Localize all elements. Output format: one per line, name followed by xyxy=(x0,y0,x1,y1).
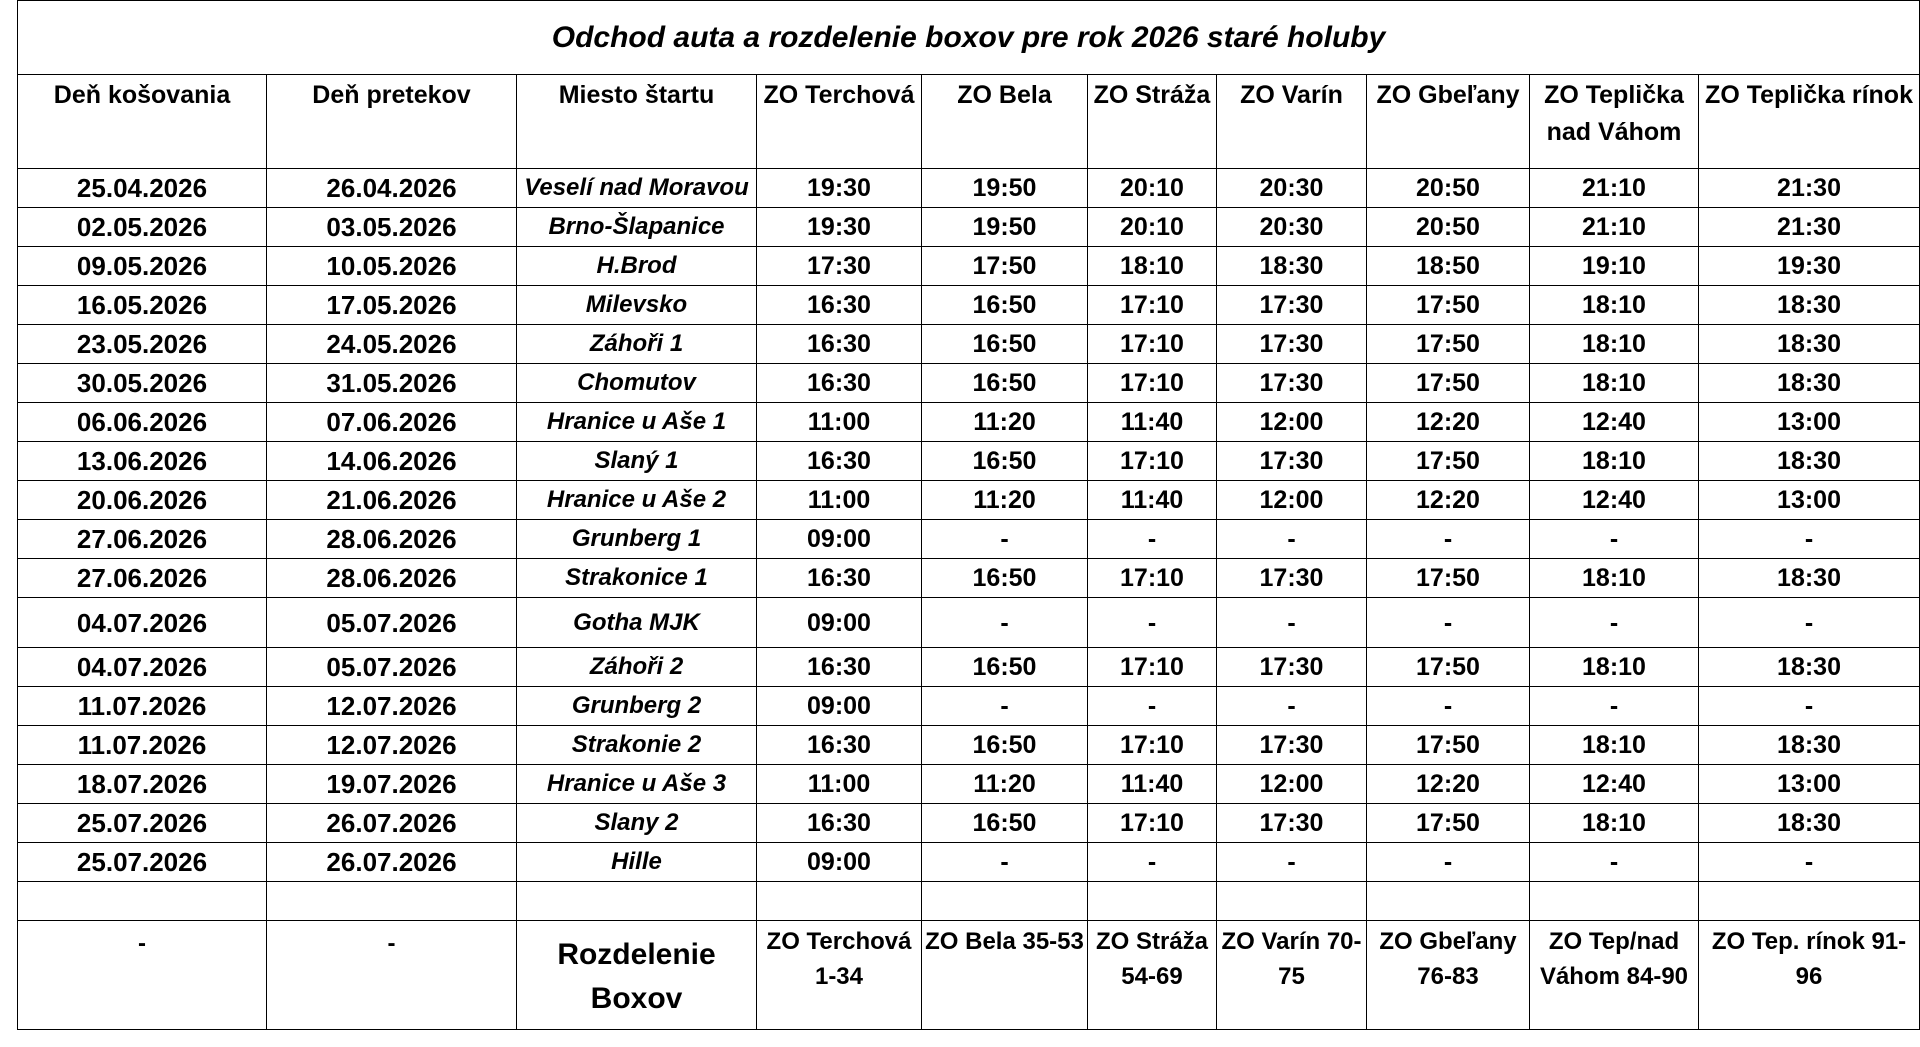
race-date-cell: 31.05.2026 xyxy=(267,364,517,403)
departure-time-cell: 17:30 xyxy=(1217,726,1367,765)
table-row xyxy=(18,286,1920,325)
departure-time-cell: 11:20 xyxy=(922,403,1088,442)
departure-time-cell: 17:50 xyxy=(922,247,1088,286)
table-row xyxy=(18,559,1920,598)
race-date-cell: 17.05.2026 xyxy=(267,286,517,325)
departure-time-cell: 18:10 xyxy=(1530,648,1699,687)
table-row xyxy=(18,247,1920,286)
departure-time-cell: 17:30 xyxy=(1217,364,1367,403)
departure-time-cell: 17:50 xyxy=(1367,286,1530,325)
race-date-cell: 28.06.2026 xyxy=(267,559,517,598)
start-place-cell: Záhoři 2 xyxy=(517,648,757,687)
empty-cell xyxy=(922,882,1088,921)
departure-time-cell: 20:50 xyxy=(1367,169,1530,208)
departure-time-cell: 13:00 xyxy=(1699,765,1920,804)
departure-time-cell: 17:30 xyxy=(757,247,922,286)
header-cell: Miesto štartu xyxy=(517,75,757,169)
start-place-cell: Brno-Šlapanice xyxy=(517,208,757,247)
departure-time-cell: 18:10 xyxy=(1530,286,1699,325)
header-cell: Deň pretekov xyxy=(267,75,517,169)
basketing-date-cell: 27.06.2026 xyxy=(18,520,267,559)
departure-time-cell: 11:40 xyxy=(1088,765,1217,804)
race-date-cell: 07.06.2026 xyxy=(267,403,517,442)
departure-time-cell: 16:30 xyxy=(757,442,922,481)
departure-time-cell: 17:30 xyxy=(1217,325,1367,364)
departure-time-cell: 19:30 xyxy=(1699,247,1920,286)
start-place-cell: Slany 2 xyxy=(517,804,757,843)
departure-time-cell: - xyxy=(922,520,1088,559)
departure-time-cell: 18:30 xyxy=(1699,286,1920,325)
departure-time-cell: 17:50 xyxy=(1367,559,1530,598)
departure-time-cell: 09:00 xyxy=(757,520,922,559)
departure-time-cell: - xyxy=(1088,520,1217,559)
departure-time-cell: 21:10 xyxy=(1530,208,1699,247)
departure-time-cell: 12:20 xyxy=(1367,403,1530,442)
departure-time-cell: 19:30 xyxy=(757,208,922,247)
departure-time-cell: 16:30 xyxy=(757,648,922,687)
start-place-cell: Hranice u Aše 1 xyxy=(517,403,757,442)
departure-time-cell: 20:30 xyxy=(1217,208,1367,247)
basketing-date-cell: 11.07.2026 xyxy=(18,687,267,726)
departure-time-cell: 20:30 xyxy=(1217,169,1367,208)
basketing-date-cell: 11.07.2026 xyxy=(18,726,267,765)
departure-time-cell: 16:30 xyxy=(757,804,922,843)
race-date-cell: 03.05.2026 xyxy=(267,208,517,247)
box-range-cell: ZO Tep. rínok 91-96 xyxy=(1699,921,1920,1030)
departure-time-cell: - xyxy=(1530,687,1699,726)
departure-time-cell: 20:50 xyxy=(1367,208,1530,247)
start-place-cell: H.Brod xyxy=(517,247,757,286)
header-row xyxy=(18,75,1920,169)
basketing-date-cell: 09.05.2026 xyxy=(18,247,267,286)
start-place-cell: Grunberg 2 xyxy=(517,687,757,726)
header-cell: ZO Stráža xyxy=(1088,75,1217,169)
departure-time-cell: 11:00 xyxy=(757,481,922,520)
departure-time-cell: - xyxy=(1699,843,1920,882)
departure-time-cell: 12:00 xyxy=(1217,765,1367,804)
table-row xyxy=(18,364,1920,403)
table-row xyxy=(18,481,1920,520)
header-cell: ZO Varín xyxy=(1217,75,1367,169)
race-date-cell: 12.07.2026 xyxy=(267,726,517,765)
basketing-date-cell: 30.05.2026 xyxy=(18,364,267,403)
basketing-date-cell: 04.07.2026 xyxy=(18,648,267,687)
race-date-cell: 28.06.2026 xyxy=(267,520,517,559)
departure-time-cell: 12:40 xyxy=(1530,403,1699,442)
departure-time-cell: - xyxy=(922,843,1088,882)
basketing-date-cell: 23.05.2026 xyxy=(18,325,267,364)
header-cell: ZO Terchová xyxy=(757,75,922,169)
departure-time-cell: 16:30 xyxy=(757,559,922,598)
race-date-cell: 05.07.2026 xyxy=(267,648,517,687)
departure-time-cell: - xyxy=(1367,687,1530,726)
departure-time-cell: 21:10 xyxy=(1530,169,1699,208)
basketing-date-cell: 06.06.2026 xyxy=(18,403,267,442)
race-date-cell: 26.07.2026 xyxy=(267,804,517,843)
departure-time-cell: 19:50 xyxy=(922,169,1088,208)
empty-cell xyxy=(1530,882,1699,921)
departure-time-cell: 17:30 xyxy=(1217,559,1367,598)
departure-time-cell: 09:00 xyxy=(757,687,922,726)
box-distribution-label: Rozdelenie Boxov xyxy=(517,921,757,1030)
box-range-cell: ZO Varín 70-75 xyxy=(1217,921,1367,1030)
table-row xyxy=(18,169,1920,208)
departure-time-cell: - xyxy=(1217,520,1367,559)
table-row xyxy=(18,403,1920,442)
departure-time-cell: 11:40 xyxy=(1088,403,1217,442)
basketing-date-cell: 25.07.2026 xyxy=(18,804,267,843)
departure-time-cell: 17:10 xyxy=(1088,804,1217,843)
departure-time-cell: 16:30 xyxy=(757,726,922,765)
table-row xyxy=(18,804,1920,843)
start-place-cell: Milevsko xyxy=(517,286,757,325)
departure-time-cell: - xyxy=(1530,843,1699,882)
departure-time-cell: 18:10 xyxy=(1530,804,1699,843)
departure-time-cell: 13:00 xyxy=(1699,481,1920,520)
departure-time-cell: 17:10 xyxy=(1088,325,1217,364)
departure-time-cell: 20:10 xyxy=(1088,169,1217,208)
race-date-cell: 14.06.2026 xyxy=(267,442,517,481)
race-date-cell: 24.05.2026 xyxy=(267,325,517,364)
departure-time-cell: 11:00 xyxy=(757,765,922,804)
departure-time-cell: 17:50 xyxy=(1367,726,1530,765)
basketing-date-cell: 25.07.2026 xyxy=(18,843,267,882)
race-date-cell: 12.07.2026 xyxy=(267,687,517,726)
box-range-cell: ZO Stráža 54-69 xyxy=(1088,921,1217,1030)
departure-time-cell: 18:30 xyxy=(1699,726,1920,765)
departure-time-cell: 12:20 xyxy=(1367,765,1530,804)
header-cell: ZO Teplička rínok xyxy=(1699,75,1920,169)
departure-time-cell: 16:50 xyxy=(922,442,1088,481)
basketing-date-cell: 04.07.2026 xyxy=(18,598,267,648)
departure-time-cell: 18:30 xyxy=(1699,804,1920,843)
departure-time-cell: 16:50 xyxy=(922,804,1088,843)
departure-time-cell: - xyxy=(1530,598,1699,648)
box-range-cell: ZO Bela 35-53 xyxy=(922,921,1088,1030)
table-row xyxy=(18,520,1920,559)
start-place-cell: Hranice u Aše 3 xyxy=(517,765,757,804)
departure-time-cell: 11:20 xyxy=(922,481,1088,520)
table-row xyxy=(18,726,1920,765)
departure-time-cell: 16:50 xyxy=(922,648,1088,687)
box-range-cell: ZO Gbeľany 76-83 xyxy=(1367,921,1530,1030)
header-cell: ZO Bela xyxy=(922,75,1088,169)
departure-time-cell: 17:30 xyxy=(1217,286,1367,325)
departure-time-cell: 17:30 xyxy=(1217,648,1367,687)
departure-time-cell: 16:50 xyxy=(922,325,1088,364)
departure-time-cell: 18:10 xyxy=(1530,726,1699,765)
departure-time-cell: 13:00 xyxy=(1699,403,1920,442)
departure-time-cell: 18:30 xyxy=(1217,247,1367,286)
departure-time-cell: 17:30 xyxy=(1217,442,1367,481)
departure-time-cell: 17:30 xyxy=(1217,804,1367,843)
departure-time-cell: - xyxy=(1217,598,1367,648)
title-row xyxy=(18,1,1920,75)
departure-time-cell: 17:10 xyxy=(1088,364,1217,403)
departure-time-cell: 17:50 xyxy=(1367,442,1530,481)
departure-time-cell: 17:10 xyxy=(1088,559,1217,598)
departure-time-cell: - xyxy=(1217,843,1367,882)
departure-time-cell: - xyxy=(1699,598,1920,648)
basketing-date-cell: 27.06.2026 xyxy=(18,559,267,598)
departure-time-cell: 18:30 xyxy=(1699,364,1920,403)
departure-time-cell: 12:40 xyxy=(1530,481,1699,520)
departure-time-cell: 19:50 xyxy=(922,208,1088,247)
basketing-date-cell: 25.04.2026 xyxy=(18,169,267,208)
basketing-date-cell: 18.07.2026 xyxy=(18,765,267,804)
departure-time-cell: 11:00 xyxy=(757,403,922,442)
departure-time-cell: 12:00 xyxy=(1217,481,1367,520)
race-date-cell: 10.05.2026 xyxy=(267,247,517,286)
empty-cell xyxy=(1088,882,1217,921)
departure-time-cell: 11:40 xyxy=(1088,481,1217,520)
departure-time-cell: - xyxy=(1367,843,1530,882)
departure-time-cell: 09:00 xyxy=(757,843,922,882)
race-date-cell: 05.07.2026 xyxy=(267,598,517,648)
box-distribution-row xyxy=(18,921,1920,1030)
departure-time-cell: 11:20 xyxy=(922,765,1088,804)
departure-time-cell: 18:10 xyxy=(1530,364,1699,403)
race-date-cell: 21.06.2026 xyxy=(267,481,517,520)
departure-time-cell: 12:40 xyxy=(1530,765,1699,804)
departure-time-cell: 20:10 xyxy=(1088,208,1217,247)
race-date-cell: 26.04.2026 xyxy=(267,169,517,208)
race-date-cell: 19.07.2026 xyxy=(267,765,517,804)
start-place-cell: Hranice u Aše 2 xyxy=(517,481,757,520)
departure-time-cell: 16:50 xyxy=(922,364,1088,403)
departure-time-cell: 09:00 xyxy=(757,598,922,648)
departure-time-cell: 18:10 xyxy=(1530,559,1699,598)
basketing-date-cell: 20.06.2026 xyxy=(18,481,267,520)
departure-time-cell: 17:50 xyxy=(1367,364,1530,403)
start-place-cell: Veselí nad Moravou xyxy=(517,169,757,208)
departure-time-cell: 17:50 xyxy=(1367,804,1530,843)
table-row xyxy=(18,598,1920,648)
departure-time-cell: - xyxy=(1367,598,1530,648)
departure-time-cell: 18:50 xyxy=(1367,247,1530,286)
header-cell: ZO Gbeľany xyxy=(1367,75,1530,169)
empty-row xyxy=(18,882,1920,921)
departure-time-cell: - xyxy=(1530,520,1699,559)
departure-time-cell: 18:10 xyxy=(1530,442,1699,481)
box-range-cell: ZO Tep/nad Váhom 84-90 xyxy=(1530,921,1699,1030)
header-cell: ZO Teplička nad Váhom xyxy=(1530,75,1699,169)
departure-time-cell: 17:50 xyxy=(1367,648,1530,687)
departure-time-cell: 18:30 xyxy=(1699,325,1920,364)
empty-cell xyxy=(1217,882,1367,921)
empty-cell xyxy=(757,882,922,921)
start-place-cell: Záhoři 1 xyxy=(517,325,757,364)
table-row xyxy=(18,765,1920,804)
header-cell: Deň košovania xyxy=(18,75,267,169)
departure-time-cell: - xyxy=(1699,687,1920,726)
box-range-cell: ZO Terchová 1-34 xyxy=(757,921,922,1030)
departure-time-cell: 12:20 xyxy=(1367,481,1530,520)
departure-time-cell: 18:10 xyxy=(1088,247,1217,286)
empty-cell xyxy=(517,882,757,921)
dash-cell: - xyxy=(267,921,517,1030)
dash-cell: - xyxy=(18,921,267,1030)
departure-time-cell: 18:30 xyxy=(1699,648,1920,687)
departure-time-cell: 16:50 xyxy=(922,726,1088,765)
empty-cell xyxy=(1699,882,1920,921)
empty-cell xyxy=(267,882,517,921)
departure-time-cell: - xyxy=(1699,520,1920,559)
departure-time-cell: 21:30 xyxy=(1699,208,1920,247)
departure-time-cell: - xyxy=(1088,598,1217,648)
empty-cell xyxy=(18,882,267,921)
departure-time-cell: 12:00 xyxy=(1217,403,1367,442)
table-row xyxy=(18,325,1920,364)
start-place-cell: Chomutov xyxy=(517,364,757,403)
departure-time-cell: - xyxy=(1367,520,1530,559)
departure-time-cell: 21:30 xyxy=(1699,169,1920,208)
start-place-cell: Hille xyxy=(517,843,757,882)
schedule-sheet xyxy=(17,0,1919,1030)
departure-time-cell: 18:30 xyxy=(1699,559,1920,598)
departure-time-cell: 19:30 xyxy=(757,169,922,208)
departure-time-cell: 16:30 xyxy=(757,325,922,364)
start-place-cell: Gotha MJK xyxy=(517,598,757,648)
departure-time-cell: 16:50 xyxy=(922,286,1088,325)
departure-time-cell: - xyxy=(922,687,1088,726)
race-date-cell: 26.07.2026 xyxy=(267,843,517,882)
departure-time-cell: 18:10 xyxy=(1530,325,1699,364)
table-row xyxy=(18,648,1920,687)
departure-time-cell: 17:10 xyxy=(1088,726,1217,765)
departure-time-cell: - xyxy=(922,598,1088,648)
table-row xyxy=(18,843,1920,882)
table-row xyxy=(18,687,1920,726)
departure-time-cell: - xyxy=(1217,687,1367,726)
departure-time-cell: 18:30 xyxy=(1699,442,1920,481)
departure-time-cell: 16:30 xyxy=(757,364,922,403)
basketing-date-cell: 16.05.2026 xyxy=(18,286,267,325)
table-row xyxy=(18,442,1920,481)
start-place-cell: Grunberg 1 xyxy=(517,520,757,559)
start-place-cell: Strakonie 2 xyxy=(517,726,757,765)
departure-time-cell: 17:10 xyxy=(1088,442,1217,481)
departure-time-cell: 16:50 xyxy=(922,559,1088,598)
basketing-date-cell: 13.06.2026 xyxy=(18,442,267,481)
table-row xyxy=(18,208,1920,247)
departure-time-cell: - xyxy=(1088,687,1217,726)
empty-cell xyxy=(1367,882,1530,921)
departure-time-cell: 17:10 xyxy=(1088,648,1217,687)
start-place-cell: Slaný 1 xyxy=(517,442,757,481)
departure-time-cell: - xyxy=(1088,843,1217,882)
departure-time-cell: 19:10 xyxy=(1530,247,1699,286)
departure-time-cell: 17:10 xyxy=(1088,286,1217,325)
basketing-date-cell: 02.05.2026 xyxy=(18,208,267,247)
departure-time-cell: 16:30 xyxy=(757,286,922,325)
schedule-table xyxy=(17,0,1920,1030)
departure-time-cell: 17:50 xyxy=(1367,325,1530,364)
start-place-cell: Strakonice 1 xyxy=(517,559,757,598)
table-title: Odchod auta a rozdelenie boxov pre rok 2026 staré holuby xyxy=(18,1,1920,75)
